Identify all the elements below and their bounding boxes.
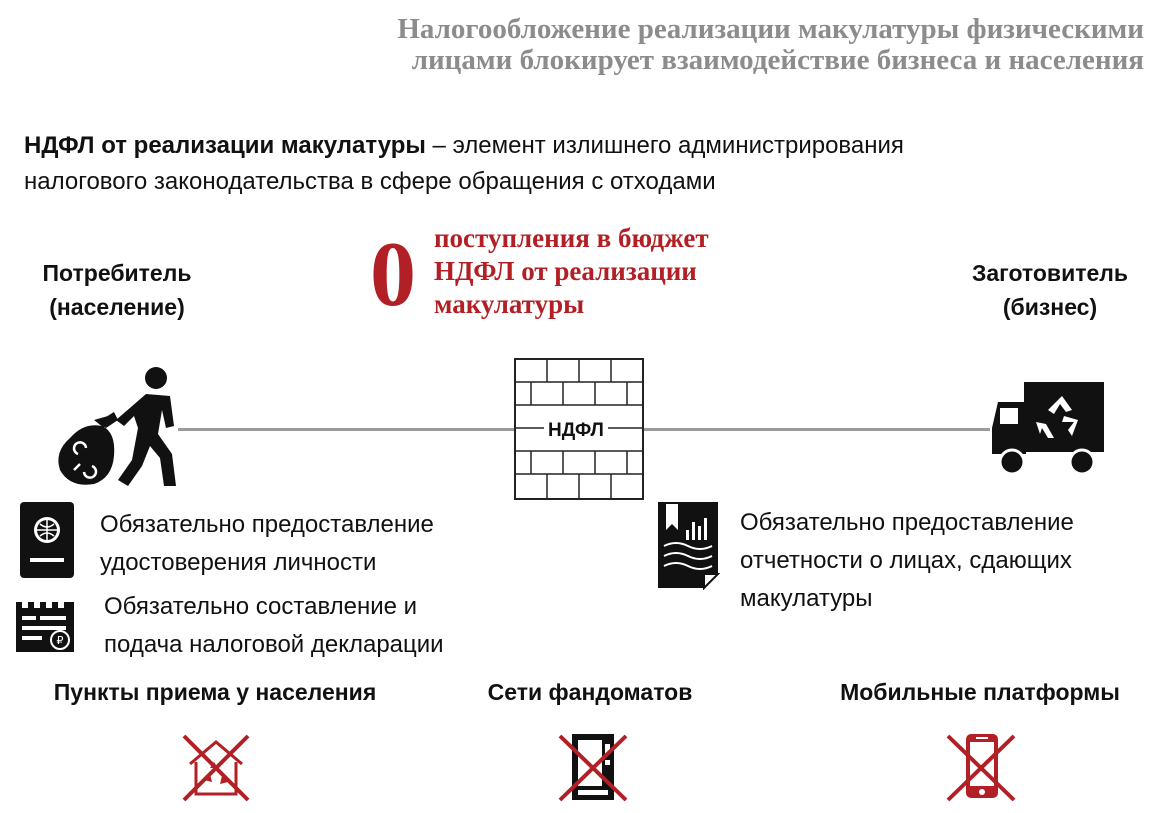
connection-line-right <box>644 428 990 431</box>
title-line-2: лицами блокирует взаимодействие бизнеса и населения <box>411 44 1144 76</box>
page-title <box>244 14 1144 76</box>
requirement-left-1-line-1: Обязательно предоставление <box>100 511 434 538</box>
intro-bold: НДФЛ от реализации макулатуры <box>24 132 426 159</box>
budget-caption <box>434 222 709 321</box>
consumer-line-1: Потребитель <box>42 260 192 286</box>
requirement-left-1 <box>100 506 434 582</box>
person-with-trash-bag-icon <box>54 366 182 492</box>
requirement-right-line-2: отчетности о лицах, сдающих <box>740 547 1072 574</box>
budget-line-3: макулатуры <box>434 289 585 319</box>
title-line-1: Налогообложение реализации макулатуры физическими <box>397 13 1144 45</box>
consumer-label <box>22 256 212 324</box>
intro-statement <box>24 128 1134 200</box>
zero-value: 0 <box>370 223 416 325</box>
connection-line-left <box>178 428 516 431</box>
budget-line-2: НДФЛ от реализации <box>434 256 697 286</box>
requirement-left-1-line-2: удостоверения личности <box>100 549 377 576</box>
requirement-left-2-line-1: Обязательно составление и <box>104 593 418 620</box>
vending-machine-crossed-icon <box>556 730 630 804</box>
bottom-label-vending-machines: Сети фандоматов <box>487 679 693 705</box>
procurer-line-2: (бизнес) <box>1002 294 1098 320</box>
tax-declaration-icon <box>14 596 76 654</box>
collection-point-crossed-icon <box>180 732 252 804</box>
intro-line-2: налогового законодательства в сфере обращения с отходами <box>24 168 716 195</box>
consumer-line-2: (население) <box>49 294 185 320</box>
requirement-right <box>740 504 1074 618</box>
mobile-phone-crossed-icon <box>944 730 1018 804</box>
requirement-left-2 <box>104 588 444 664</box>
svg-text:₽: ₽ <box>56 634 64 647</box>
bottom-label-mobile-platforms: Мобильные платформы <box>840 679 1120 705</box>
passport-icon <box>18 500 76 580</box>
budget-line-1: поступления в бюджет <box>434 223 709 253</box>
procurer-label <box>950 256 1150 324</box>
requirement-right-line-3: макулатуры <box>740 585 873 612</box>
intro-rest: – элемент излишнего администрирования <box>425 132 904 159</box>
recycling-truck-icon <box>990 380 1106 478</box>
procurer-line-1: Заготовитель <box>971 260 1129 286</box>
wall-label: НДФЛ <box>544 420 608 442</box>
bottom-label-collection-points: Пункты приема у населения <box>53 679 377 705</box>
report-document-icon <box>656 500 720 590</box>
requirement-right-line-1: Обязательно предоставление <box>740 509 1074 536</box>
requirement-left-2-line-2: подача налоговой декларации <box>104 631 444 658</box>
